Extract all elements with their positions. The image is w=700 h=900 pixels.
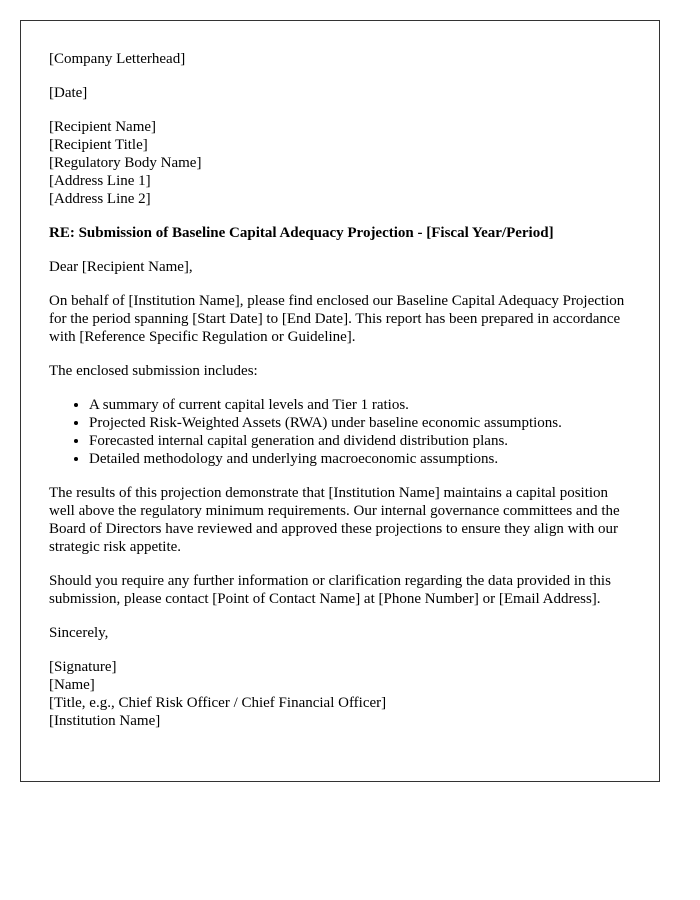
- signer-name: [Name]: [49, 677, 95, 693]
- signer-institution: [Institution Name]: [49, 713, 161, 729]
- intro-paragraph: On behalf of [Institution Name], please find enclosed our Baseline Capital Adequacy Projection for the period spanning [Start Date] to [End Date]. This report has been prepared in accordance with [Reference Specific Regulation or Guideline].: [49, 293, 625, 345]
- subject-line: RE: Submission of Baseline Capital Adequacy Projection - [Fiscal Year/Period]: [49, 225, 554, 241]
- address-line-1: [Address Line 1]: [49, 173, 151, 189]
- letter-date: [Date]: [49, 85, 88, 101]
- salutation: Dear [Recipient Name],: [49, 259, 193, 275]
- list-item: • Detailed methodology and underlying macroeconomic assumptions.: [89, 450, 631, 468]
- recipient-title: [Recipient Title]: [49, 137, 148, 153]
- regulatory-body-name: [Regulatory Body Name]: [49, 155, 202, 171]
- contact-paragraph: Should you require any further information or clarification regarding the data provided in this submission, please contact [Point of Contact Name] at [Phone Number] or [Email Address].: [49, 573, 611, 607]
- closing: Sincerely,: [49, 625, 109, 641]
- letterhead: [Company Letterhead]: [49, 51, 186, 67]
- includes-list: [49, 396, 631, 468]
- recipient-name: [Recipient Name]: [49, 119, 157, 135]
- list-item: • Projected Risk-Weighted Assets (RWA) under baseline economic assumptions.: [89, 414, 631, 432]
- signer-title: [Title, e.g., Chief Risk Officer / Chief Financial Officer]: [49, 695, 387, 711]
- letter-page: [20, 20, 660, 782]
- signature-placeholder: [Signature]: [49, 659, 117, 675]
- address-line-2: [Address Line 2]: [49, 191, 151, 207]
- recipient-block: [49, 118, 631, 208]
- signature-block: [49, 658, 631, 730]
- includes-lead: The enclosed submission includes:: [49, 363, 258, 379]
- list-item: • Forecasted internal capital generation and dividend distribution plans.: [89, 432, 631, 450]
- list-item: • A summary of current capital levels and Tier 1 ratios.: [89, 396, 631, 414]
- results-paragraph: The results of this projection demonstrate that [Institution Name] maintains a capital position well above the regulatory minimum requirements. Our internal governance committees and the Board of Directors have reviewed and approved these projections to ensure they align with our strategic risk appetite.: [49, 485, 620, 555]
